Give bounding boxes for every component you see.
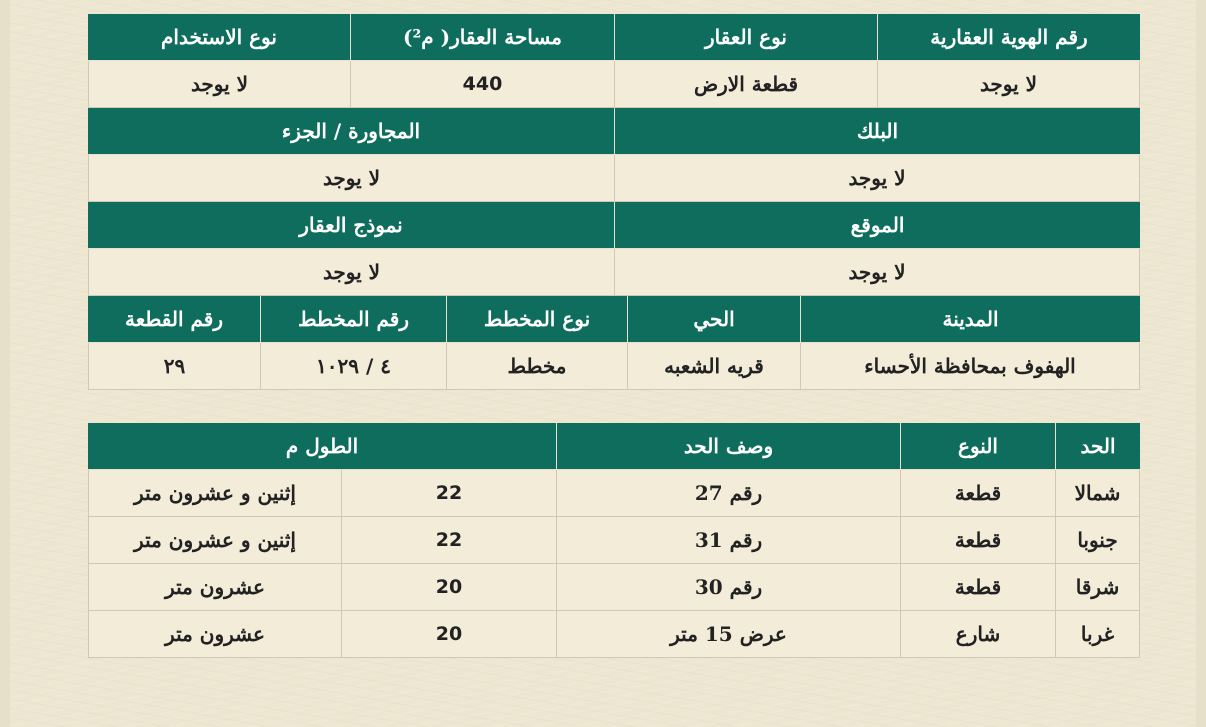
value-property-id: لا يوجد xyxy=(877,61,1140,108)
property-header-row-2 xyxy=(88,108,1140,155)
boundary-direction: جنوبا xyxy=(1055,517,1140,564)
value-property-type: قطعة الارض xyxy=(614,61,877,108)
boundary-description: عرض 15 متر xyxy=(556,611,900,658)
table-row xyxy=(88,470,1140,517)
boundary-direction: غربا xyxy=(1055,611,1140,658)
boundary-description: رقم 30 xyxy=(556,564,900,611)
value-property-model: لا يوجد xyxy=(88,249,614,296)
header-boundary-description: وصف الحد xyxy=(556,423,900,470)
table-row xyxy=(88,517,1140,564)
boundary-length-words: عشرون متر xyxy=(88,611,341,658)
boundary-type: قطعة xyxy=(900,517,1055,564)
boundary-length-number: 22 xyxy=(341,517,556,564)
value-location: لا يوجد xyxy=(614,249,1140,296)
header-district: الحي xyxy=(627,296,800,343)
boundary-description: رقم 27 xyxy=(556,470,900,517)
header-plan-type: نوع المخطط xyxy=(446,296,627,343)
boundary-type: قطعة xyxy=(900,564,1055,611)
header-block: البلك xyxy=(614,108,1140,155)
boundary-direction: شمالا xyxy=(1055,470,1140,517)
header-boundary: الحد xyxy=(1055,423,1140,470)
boundary-length-number: 20 xyxy=(341,611,556,658)
boundary-type: قطعة xyxy=(900,470,1055,517)
value-neighborhood-part: لا يوجد xyxy=(88,155,614,202)
boundary-length-words: إثنين و عشرون متر xyxy=(88,470,341,517)
boundaries-table xyxy=(88,423,1140,658)
boundary-length-words: عشرون متر xyxy=(88,564,341,611)
boundary-type: شارع xyxy=(900,611,1055,658)
header-location: الموقع xyxy=(614,202,1140,249)
property-value-row-4 xyxy=(88,343,1140,390)
header-property-area: مساحة العقار( م²) xyxy=(350,14,614,61)
header-boundary-length: الطول م xyxy=(88,423,556,470)
value-property-area: 440 xyxy=(350,61,614,108)
header-neighborhood-part: المجاورة / الجزء xyxy=(88,108,614,155)
value-city: الهفوف بمحافظة الأحساء xyxy=(800,343,1140,390)
property-header-row-1 xyxy=(88,14,1140,61)
boundary-description: رقم 31 xyxy=(556,517,900,564)
boundaries-header-row xyxy=(88,423,1140,470)
header-plot-number: رقم القطعة xyxy=(88,296,260,343)
property-value-row-1 xyxy=(88,61,1140,108)
header-property-type: نوع العقار xyxy=(614,14,877,61)
value-plan-number: ٤ / ١٠٢٩ xyxy=(260,343,446,390)
property-header-row-4 xyxy=(88,296,1140,343)
property-value-row-2 xyxy=(88,155,1140,202)
header-usage-type: نوع الاستخدام xyxy=(88,14,350,61)
table-row xyxy=(88,564,1140,611)
header-property-model: نموذج العقار xyxy=(88,202,614,249)
header-city: المدينة xyxy=(800,296,1140,343)
header-boundary-type: النوع xyxy=(900,423,1055,470)
header-property-id: رقم الهوية العقارية xyxy=(877,14,1140,61)
property-value-row-3 xyxy=(88,249,1140,296)
table-row xyxy=(88,611,1140,658)
boundary-length-number: 22 xyxy=(341,470,556,517)
value-block: لا يوجد xyxy=(614,155,1140,202)
property-info-table xyxy=(88,14,1140,390)
value-district: قريه الشعبه xyxy=(627,343,800,390)
boundary-direction: شرقا xyxy=(1055,564,1140,611)
header-plan-number: رقم المخطط xyxy=(260,296,446,343)
property-header-row-3 xyxy=(88,202,1140,249)
value-usage-type: لا يوجد xyxy=(88,61,350,108)
boundary-length-words: إثنين و عشرون متر xyxy=(88,517,341,564)
boundary-length-number: 20 xyxy=(341,564,556,611)
value-plot-number: ٢٩ xyxy=(88,343,260,390)
value-plan-type: مخطط xyxy=(446,343,627,390)
